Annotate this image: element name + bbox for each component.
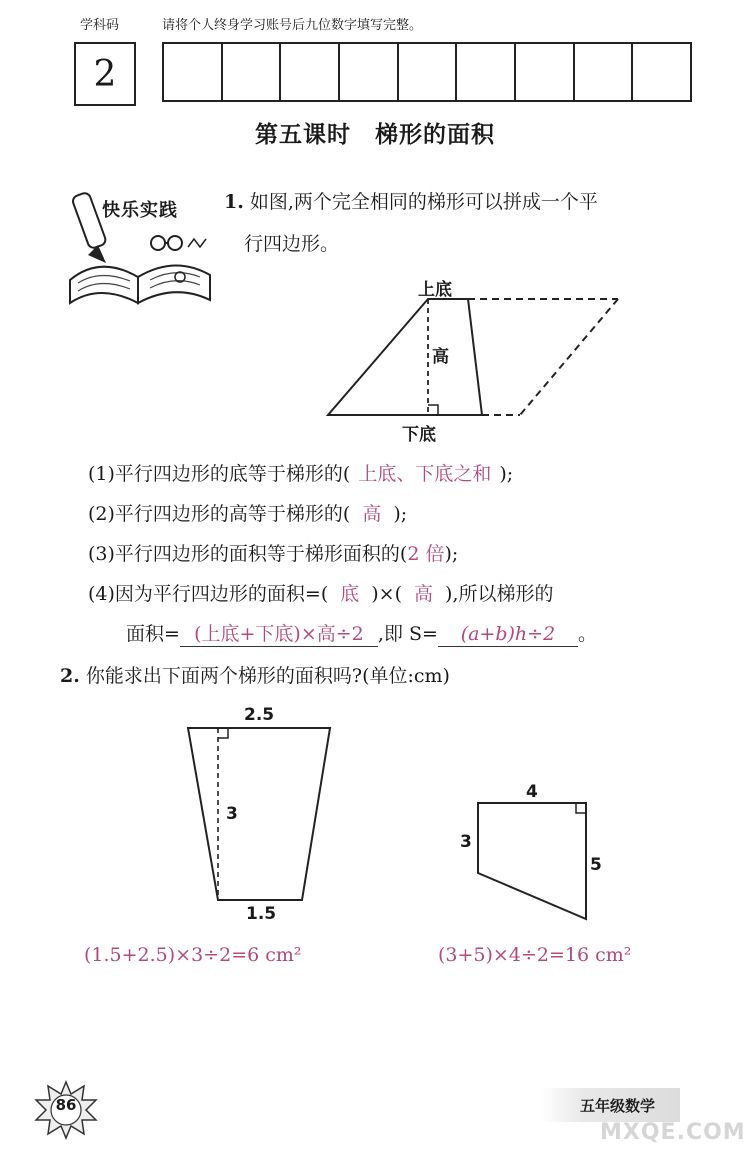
answer-height-2: 高 — [414, 583, 434, 605]
page-number: 86 — [55, 1096, 77, 1114]
digit-cell[interactable] — [399, 44, 458, 100]
answer-area-formula: (a+b)h÷2 — [438, 622, 578, 647]
subject-code-label: 学科码 — [80, 18, 120, 33]
q1-text-line1 — [224, 190, 598, 214]
badge-label: 快乐实践 — [102, 200, 178, 221]
fig2-right-length: 5 — [590, 855, 602, 875]
q1-sub1: (1)平行四边形的底等于梯形的( 上底、下底之和 ); — [88, 463, 514, 485]
fig2-top-length: 4 — [526, 782, 538, 802]
digit-cell[interactable] — [516, 44, 575, 100]
lesson-title: 第五课时 梯形的面积 — [255, 122, 495, 148]
trapezoid-parallelogram-figure — [320, 285, 630, 425]
trapezoid-figure-2 — [470, 795, 600, 925]
subject-code-box: 2 — [74, 42, 136, 106]
fig1-bottom-length: 1.5 — [246, 904, 277, 924]
digit-cell[interactable] — [575, 44, 634, 100]
digit-cell[interactable] — [164, 44, 223, 100]
q1-sub3: (3)平行四边形的面积等于梯形面积的(2 倍); — [88, 543, 459, 565]
q2-text: 2. 你能求出下面两个梯形的面积吗?(单位:cm) — [60, 665, 450, 687]
digit-cell[interactable] — [457, 44, 516, 100]
account-number-grid[interactable] — [162, 42, 692, 102]
q1-number: 1. — [224, 191, 244, 213]
answer-height: 高 — [362, 503, 382, 525]
label-height: 高 — [432, 347, 449, 367]
digit-cell[interactable] — [281, 44, 340, 100]
q1-text-line2: 行四边形。 — [244, 233, 340, 255]
account-instruction: 请将个人终身学习账号后九位数字填写完整。 — [162, 18, 423, 33]
q1-sub2: (2)平行四边形的高等于梯形的( 高 ); — [88, 503, 408, 525]
fig1-answer: (1.5+2.5)×3÷2=6 cm² — [84, 944, 302, 966]
label-bottom-base: 下底 — [402, 425, 436, 445]
answer-double: 2 倍 — [407, 543, 445, 565]
q1-sub4-line2: 面积= (上底+下底)×高÷2 ,即 S= (a+b)h÷2 。 — [126, 623, 597, 645]
digit-cell[interactable] — [340, 44, 399, 100]
site-watermark: MXQE.COM — [600, 1120, 746, 1145]
answer-area-formula-words: (上底+下底)×高÷2 — [180, 622, 378, 647]
answer-sum-of-bases: 上底、下底之和 — [358, 463, 492, 485]
fig1-top-length: 2.5 — [244, 705, 275, 725]
label-top-base: 上底 — [418, 280, 452, 300]
digit-cell[interactable] — [223, 44, 282, 100]
digit-cell[interactable] — [633, 44, 690, 100]
trapezoid-figure-1 — [180, 720, 340, 910]
fig1-height: 3 — [226, 804, 238, 824]
fig2-answer: (3+5)×4÷2=16 cm² — [438, 944, 632, 966]
answer-base: 底 — [340, 583, 360, 605]
q2-number: 2. — [60, 665, 80, 687]
grade-label: 五年级数学 — [540, 1088, 680, 1122]
q1-text: 如图,两个完全相同的梯形可以拼成一个平 — [249, 191, 598, 213]
q1-sub4-line1: (4)因为平行四边形的面积=( 底 )×( 高 ),所以梯形的 — [88, 583, 554, 605]
fig2-left-length: 3 — [460, 832, 472, 852]
